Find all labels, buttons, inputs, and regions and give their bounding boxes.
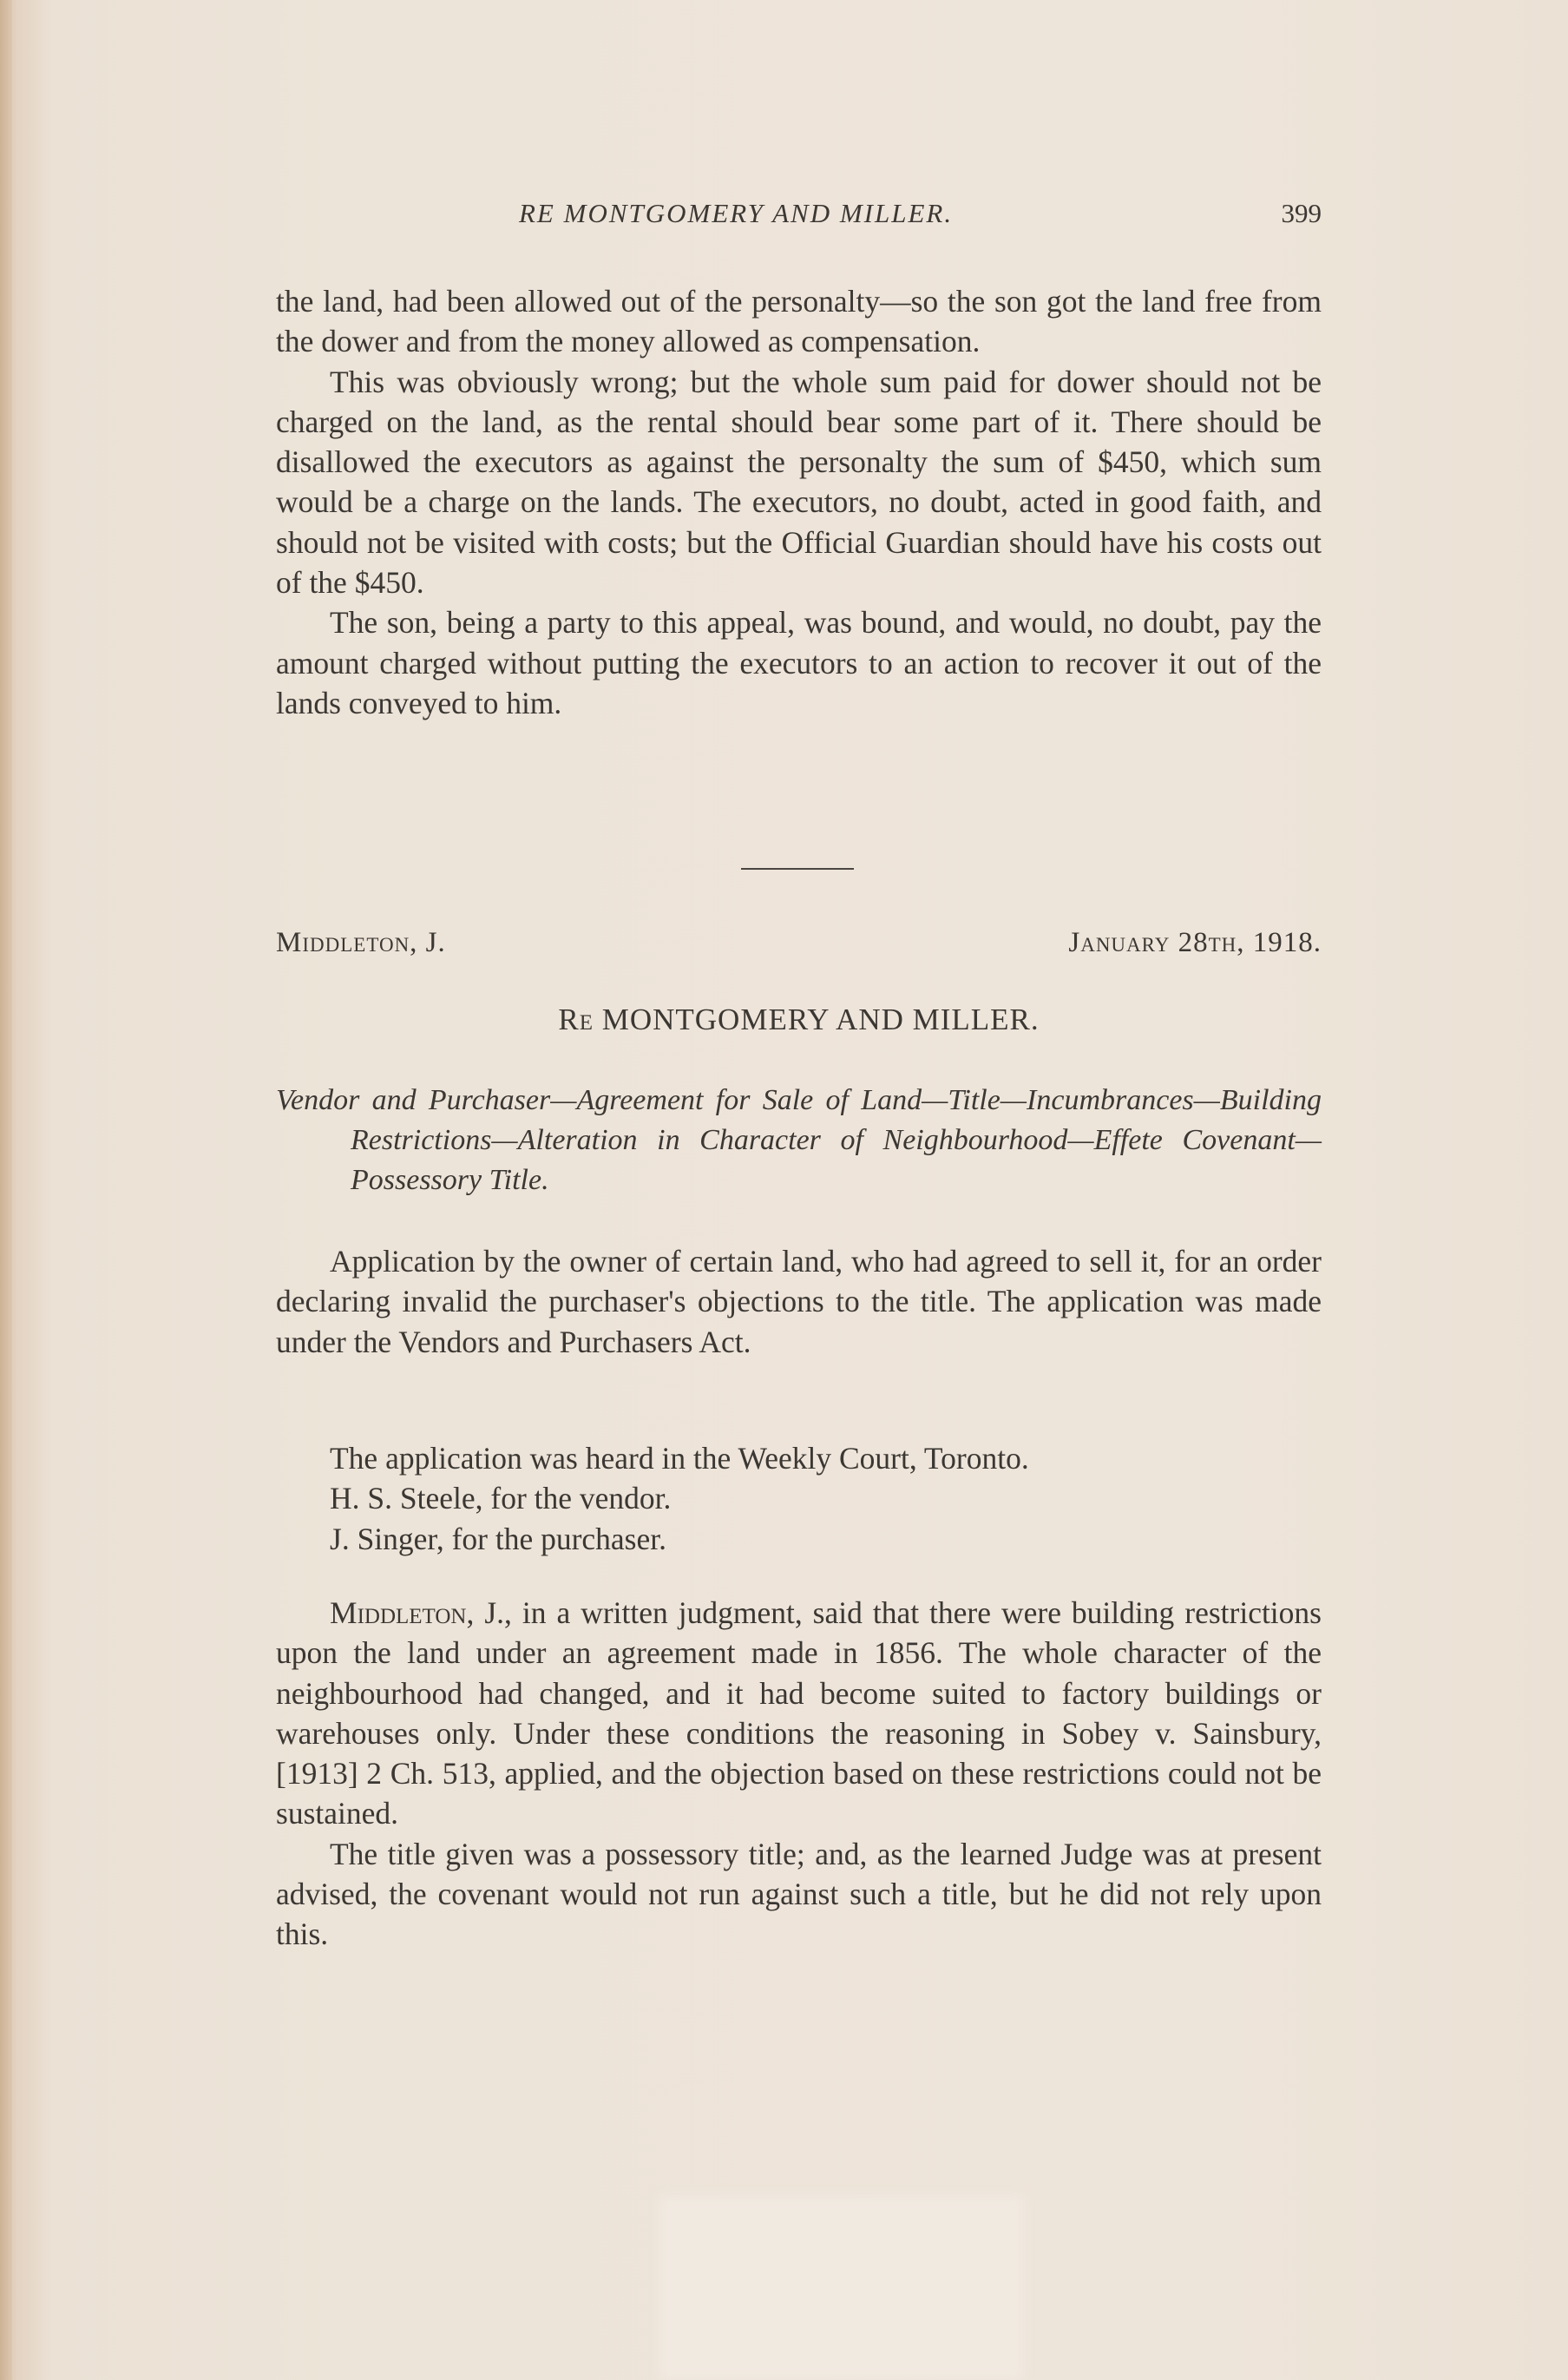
page-gutter-shadow bbox=[0, 0, 12, 2380]
paper-blemish bbox=[659, 2196, 1024, 2380]
headnote: Vendor and Purchaser—Agreement for Sale of Land—Title—Incumbrances—Building Restrictions—Alteration in Character of Neighbourhood—Effete Covenant—Possessory Title. bbox=[276, 1084, 1322, 1196]
purchaser-counsel: J. Singer, for the purchaser. bbox=[330, 1521, 666, 1556]
running-title: RE MONTGOMERY AND MILLER. bbox=[519, 198, 954, 228]
judgment-text: , in a written judgment, said that there were building restrictions upon the land under an agreement made in 1856. The whole character of the neighbourhood had changed, and it had become suited to factory buildings or warehouses only. Under these conditions the reasoning in Sobey v. Sainsbury, [1913] 2 Ch. 513, applied, and the objection based on these restrictions could not be sustained. bbox=[276, 1595, 1322, 1831]
judgment-judge-name: Middleton, J. bbox=[330, 1595, 505, 1630]
hearing-line: The application was heard in the Weekly Court, Toronto. bbox=[330, 1441, 1029, 1476]
case-title-prefix: Re bbox=[558, 1003, 594, 1036]
previous-case-conclusion bbox=[276, 281, 1322, 723]
paragraph bbox=[276, 1593, 1322, 1834]
hearing-and-counsel bbox=[330, 1438, 1322, 1559]
judge-name: Middleton, J. bbox=[276, 927, 446, 958]
vendor-counsel: H. S. Steele, for the vendor. bbox=[330, 1481, 672, 1516]
judgment bbox=[276, 1593, 1322, 1955]
case-title-name: MONTGOMERY AND MILLER. bbox=[601, 1003, 1040, 1036]
section-divider bbox=[741, 868, 854, 870]
decision-date: January 28th, 1918. bbox=[1068, 927, 1322, 958]
paragraph: The title given was a possessory title; and, as the learned Judge was at present advised, the covenant would not run against such a title, but he did not rely upon this. bbox=[276, 1836, 1322, 1952]
paragraph: the land, had been allowed out of the personalty—so the son got the land free from the dower and from the money allowed as compensation. bbox=[276, 284, 1322, 359]
page-header bbox=[276, 198, 1322, 238]
paragraph: This was obviously wrong; but the whole sum paid for dower should not be charged on the land, as the rental should bear some part of it. There should be disallowed the executors as against the personalty the sum of $450, which sum would be a charge on the lands. The executors, no doubt, acted in good faith, and should not be visited with costs; but the Official Guardian should have his costs out of the $450. bbox=[276, 364, 1322, 601]
page-number: 399 bbox=[1281, 198, 1322, 228]
judge-date-line bbox=[276, 927, 1322, 965]
application-statement bbox=[276, 1241, 1322, 1362]
case-title bbox=[276, 1003, 1322, 1037]
paragraph: The son, being a party to this appeal, was bound, and would, no doubt, pay the amount charged without putting the executors to an action to recover it out of the lands conveyed to him. bbox=[276, 605, 1322, 720]
paragraph: Application by the owner of certain land, who had agreed to sell it, for an order declaring invalid the purchaser's objections to the title. The application was made under the Vendors and Purchasers Act. bbox=[276, 1244, 1322, 1359]
